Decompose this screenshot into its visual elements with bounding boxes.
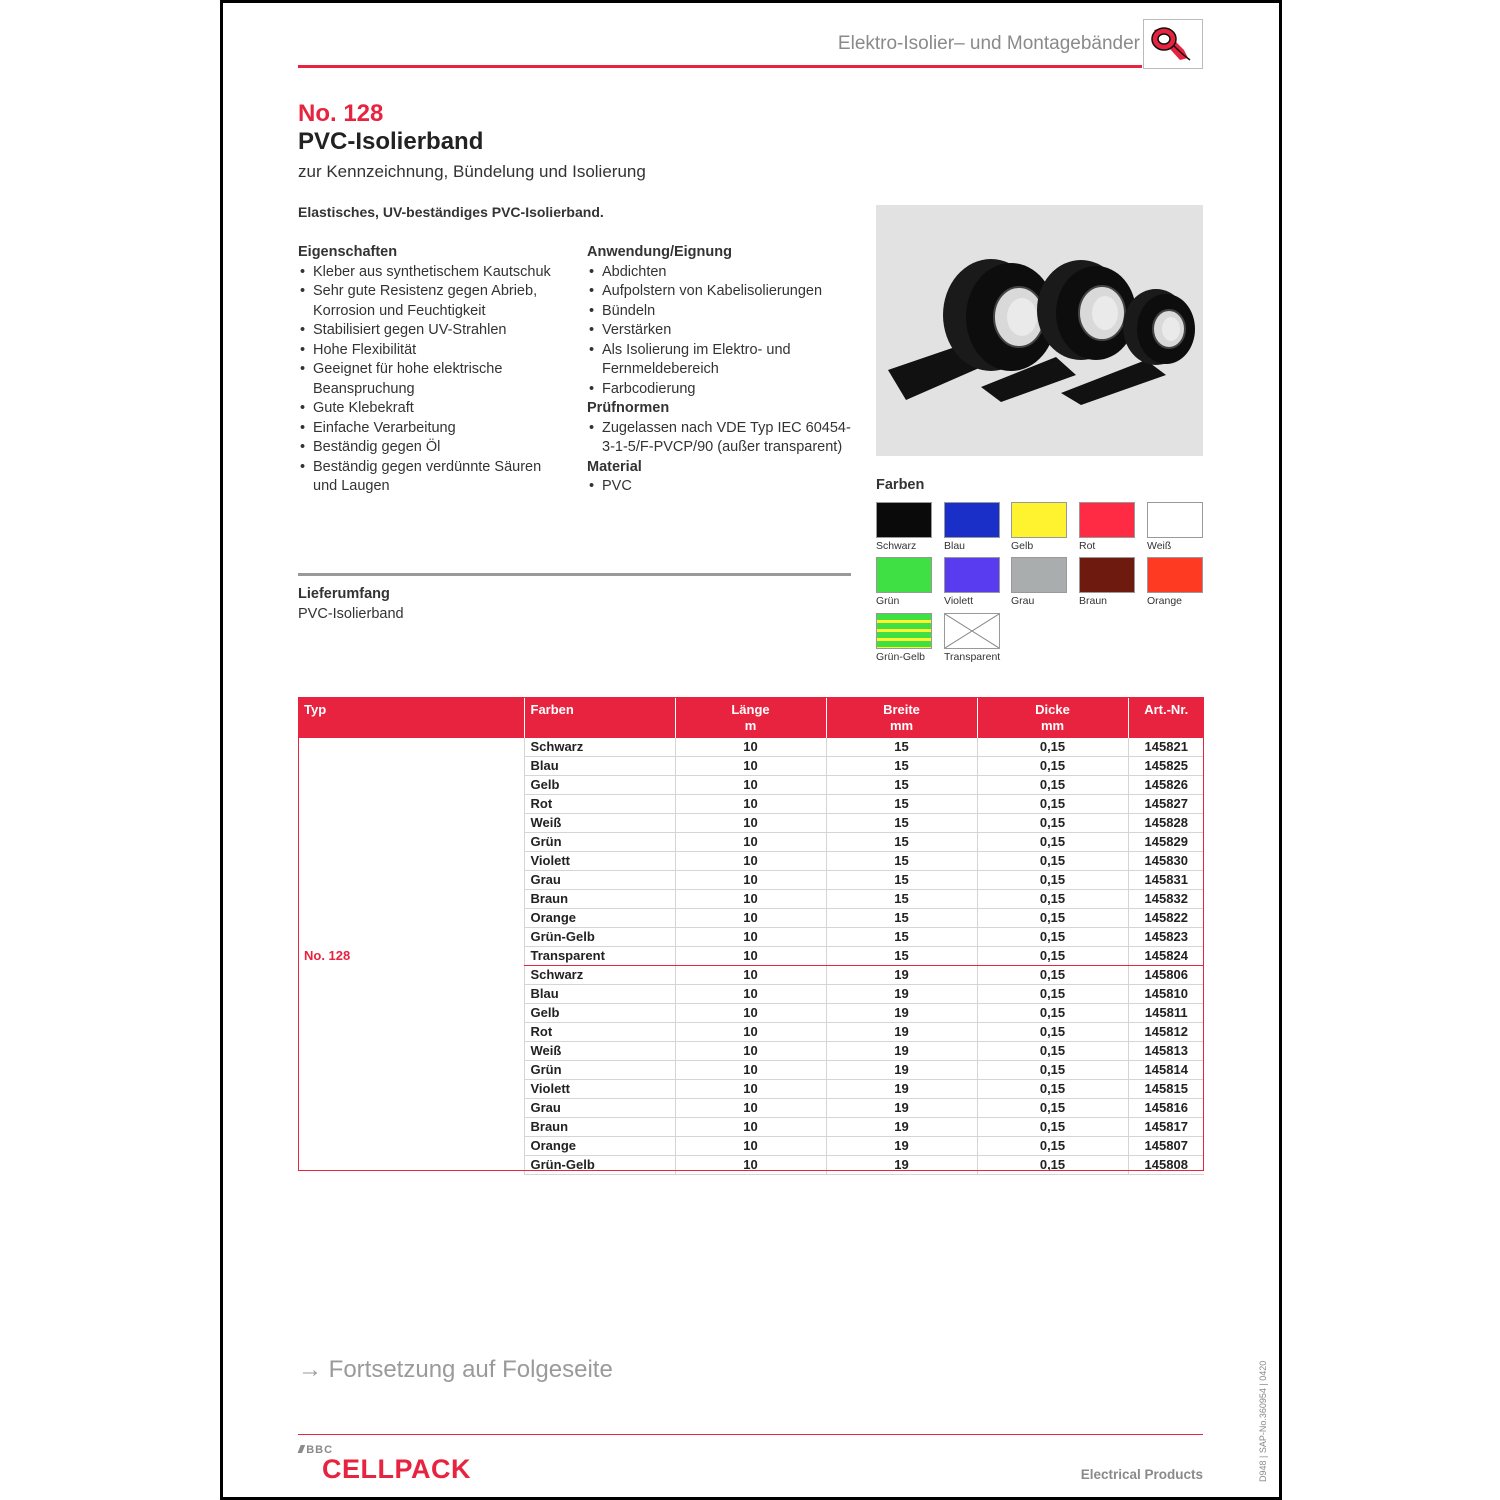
cell-farbe: Braun [524, 1118, 675, 1137]
cell-artnr: 145815 [1128, 1080, 1204, 1099]
pruefnormen-title: Prüfnormen [587, 400, 670, 416]
swatch-box [944, 502, 1000, 538]
cell-laenge: 10 [675, 985, 826, 1004]
list-item: • Kleber aus synthetischem Kautschuk [298, 263, 568, 283]
electrical-products: Electrical Products [1080, 1467, 1203, 1482]
eigenschaften-list [298, 263, 568, 497]
material-list [587, 477, 857, 497]
cell-dicke: 0,15 [977, 1099, 1128, 1118]
swatch-box [1147, 502, 1203, 538]
cell-dicke: 0,15 [977, 890, 1128, 909]
cell-dicke: 0,15 [977, 833, 1128, 852]
cell-farbe: Gelb [524, 776, 675, 795]
swatch-blau [944, 502, 1004, 552]
swatch-transparent [944, 613, 1004, 663]
footer-rule [298, 1434, 1203, 1435]
cell-farbe: Grün [524, 1061, 675, 1080]
swatch-rot [1079, 502, 1139, 552]
list-item: • Bündeln [587, 302, 857, 322]
cell-breite: 19 [826, 985, 977, 1004]
swatch-weiss [1147, 502, 1207, 552]
cell-farbe: Schwarz [524, 966, 675, 985]
cell-breite: 15 [826, 890, 977, 909]
list-item: • Einfache Verarbeitung [298, 419, 568, 439]
swatch-box [1079, 557, 1135, 593]
swatch-label: Violett [944, 595, 973, 607]
pruefnormen-list [587, 419, 857, 458]
list-item: • Farbcodierung [587, 380, 857, 400]
list-item: • Abdichten [587, 263, 857, 283]
swatch-label: Orange [1147, 595, 1183, 607]
product-subtitle: zur Kennzeichnung, Bündelung und Isolierung [298, 162, 646, 181]
cell-farbe: Blau [524, 985, 675, 1004]
cell-breite: 19 [826, 1042, 977, 1061]
cell-breite: 19 [826, 966, 977, 985]
cell-artnr: 145816 [1128, 1099, 1204, 1118]
cell-artnr: 145807 [1128, 1137, 1204, 1156]
header-laenge [675, 697, 826, 738]
swatch-grau [1011, 557, 1071, 607]
cell-artnr: 145825 [1128, 757, 1204, 776]
cell-laenge: 10 [675, 1156, 826, 1175]
cell-laenge: 10 [675, 1023, 826, 1042]
table-header-row [298, 697, 1204, 738]
tape-roll-icon [1143, 19, 1203, 69]
swatch-gruen-gelb [876, 613, 936, 663]
cell-breite: 15 [826, 738, 977, 757]
cell-dicke: 0,15 [977, 1023, 1128, 1042]
cell-dicke: 0,15 [977, 1118, 1128, 1137]
header-farben: Farben [524, 697, 675, 738]
swatch-box [1079, 502, 1135, 538]
swatch-label: Braun [1079, 595, 1108, 607]
cell-laenge: 10 [675, 738, 826, 757]
cell-artnr: 145828 [1128, 814, 1204, 833]
cell-artnr: 145822 [1128, 909, 1204, 928]
cell-artnr: 145830 [1128, 852, 1204, 871]
cell-dicke: 0,15 [977, 1156, 1128, 1175]
brand-small-text: BBC [306, 1444, 334, 1456]
cell-dicke: 0,15 [977, 909, 1128, 928]
section-title: Elektro-Isolier– und Montagebänder [837, 33, 1140, 54]
cell-laenge: 10 [675, 890, 826, 909]
header-laenge-label: Länge [731, 702, 770, 717]
swatch-gruen [876, 557, 936, 607]
swatch-gelb [1011, 502, 1071, 552]
cell-farbe: Violett [524, 852, 675, 871]
list-item: • Geeignet für hohe elektrische Beanspruchung [298, 360, 568, 399]
cell-breite: 15 [826, 871, 977, 890]
cell-breite: 19 [826, 1061, 977, 1080]
cell-laenge: 10 [675, 852, 826, 871]
cell-dicke: 0,15 [977, 1137, 1128, 1156]
cell-artnr: 145824 [1128, 947, 1204, 966]
header-dicke-label: Dicke [1035, 702, 1070, 717]
cell-laenge: 10 [675, 1004, 826, 1023]
cell-breite: 15 [826, 909, 977, 928]
cell-farbe: Grün-Gelb [524, 1156, 675, 1175]
cell-laenge: 10 [675, 776, 826, 795]
header-laenge-unit: m [744, 718, 757, 733]
cell-farbe: Weiß [524, 814, 675, 833]
cell-artnr: 145829 [1128, 833, 1204, 852]
cell-artnr: 145823 [1128, 928, 1204, 947]
anwendung-section [587, 243, 857, 497]
cell-breite: 15 [826, 928, 977, 947]
cell-laenge: 10 [675, 757, 826, 776]
list-item: • PVC [587, 477, 857, 497]
cell-dicke: 0,15 [977, 1080, 1128, 1099]
header-dicke [977, 697, 1128, 738]
cell-dicke: 0,15 [977, 814, 1128, 833]
cell-breite: 19 [826, 1004, 977, 1023]
cell-farbe: Blau [524, 757, 675, 776]
swatch-violett [944, 557, 1004, 607]
cell-dicke: 0,15 [977, 795, 1128, 814]
cell-laenge: 10 [675, 795, 826, 814]
list-item: • Stabilisiert gegen UV-Strahlen [298, 321, 568, 341]
cell-breite: 15 [826, 947, 977, 966]
cell-dicke: 0,15 [977, 1004, 1128, 1023]
swatch-label: Weiß [1147, 540, 1172, 552]
list-item: • Aufpolstern von Kabelisolierungen [587, 282, 857, 302]
header-rule [298, 65, 1142, 68]
cell-artnr: 145814 [1128, 1061, 1204, 1080]
cell-breite: 19 [826, 1137, 977, 1156]
swatch-box [876, 613, 932, 649]
cell-laenge: 10 [675, 928, 826, 947]
cell-artnr: 145813 [1128, 1042, 1204, 1061]
anwendung-title: Anwendung/Eignung [587, 244, 732, 260]
cell-artnr: 145831 [1128, 871, 1204, 890]
cell-artnr: 145817 [1128, 1118, 1204, 1137]
list-item: • Als Isolierung im Elektro- und Fernmeldebereich [587, 341, 857, 380]
product-title: PVC-Isolierband [298, 128, 484, 155]
swatch-label: Grau [1011, 595, 1035, 607]
material-title: Material [587, 458, 642, 475]
header-breite-label: Breite [883, 702, 920, 717]
list-item: • Verstärken [587, 321, 857, 341]
cell-laenge: 10 [675, 814, 826, 833]
swatch-label: Grün [876, 595, 900, 607]
cell-breite: 15 [826, 833, 977, 852]
cell-breite: 15 [826, 795, 977, 814]
lieferumfang-title: Lieferumfang [298, 586, 390, 602]
side-code: D948 | SAP-No.360954 | 0420 [1258, 1360, 1268, 1482]
cell-typ: No. 128 [304, 948, 351, 964]
farben-title: Farben [876, 477, 925, 493]
cell-breite: 19 [826, 1023, 977, 1042]
cell-dicke: 0,15 [977, 1061, 1128, 1080]
cell-dicke: 0,15 [977, 985, 1128, 1004]
product-intro: Elastisches, UV-beständiges PVC-Isolierband. [298, 204, 604, 220]
list-item: • Gute Klebekraft [298, 399, 568, 419]
list-item: • Sehr gute Resistenz gegen Abrieb, Korrosion und Feuchtigkeit [298, 282, 568, 321]
cell-laenge: 10 [675, 1137, 826, 1156]
cell-breite: 19 [826, 1156, 977, 1175]
cell-artnr: 145832 [1128, 890, 1204, 909]
cell-farbe: Transparent [524, 947, 675, 966]
cell-laenge: 10 [675, 1061, 826, 1080]
cell-dicke: 0,15 [977, 852, 1128, 871]
cell-laenge: 10 [675, 1099, 826, 1118]
cell-artnr: 145812 [1128, 1023, 1204, 1042]
cell-farbe: Orange [524, 909, 675, 928]
list-item: • Beständig gegen Öl [298, 438, 568, 458]
cell-laenge: 10 [675, 1080, 826, 1099]
anwendung-list [587, 263, 857, 400]
eigenschaften-title: Eigenschaften [298, 244, 398, 260]
cell-artnr: 145827 [1128, 795, 1204, 814]
swatch-label: Transparent [944, 651, 1001, 663]
list-item: • Hohe Flexibilität [298, 341, 568, 361]
cell-farbe: Rot [524, 1023, 675, 1042]
swatch-label: Schwarz [876, 540, 917, 552]
header-breite-unit: mm [889, 718, 914, 733]
cell-farbe: Rot [524, 795, 675, 814]
cell-artnr: 145821 [1128, 738, 1204, 757]
table-row [298, 738, 1204, 757]
cell-farbe: Violett [524, 1080, 675, 1099]
cell-dicke: 0,15 [977, 757, 1128, 776]
swatch-box [876, 557, 932, 593]
cell-dicke: 0,15 [977, 1042, 1128, 1061]
header-artnr: Art.-Nr. [1128, 697, 1204, 738]
cell-farbe: Grau [524, 871, 675, 890]
continuation-note: → Fortsetzung auf Folgeseite [298, 1356, 613, 1383]
list-item: • Beständig gegen verdünnte Säuren und Laugen [298, 458, 568, 497]
header-typ: Typ [298, 697, 524, 738]
header-dicke-unit: mm [1040, 718, 1065, 733]
cell-breite: 15 [826, 757, 977, 776]
brand-logo: CELLPACK [322, 1454, 471, 1484]
lieferumfang-text: PVC-Isolierband [298, 606, 404, 622]
cell-laenge: 10 [675, 909, 826, 928]
swatch-orange [1147, 557, 1207, 607]
swatch-box [1011, 502, 1067, 538]
brand-slashes-icon: //// [298, 1444, 303, 1456]
swatch-box [944, 557, 1000, 593]
cell-farbe: Orange [524, 1137, 675, 1156]
divider [298, 573, 851, 576]
cell-farbe: Grau [524, 1099, 675, 1118]
cell-dicke: 0,15 [977, 738, 1128, 757]
cell-artnr: 145810 [1128, 985, 1204, 1004]
cell-artnr: 145826 [1128, 776, 1204, 795]
cell-laenge: 10 [675, 1118, 826, 1137]
cell-breite: 15 [826, 852, 977, 871]
swatch-schwarz [876, 502, 936, 552]
product-number: No. 128 [298, 100, 384, 127]
cell-dicke: 0,15 [977, 947, 1128, 966]
swatch-label: Gelb [1011, 540, 1034, 552]
cell-breite: 15 [826, 776, 977, 795]
cell-breite: 19 [826, 1099, 977, 1118]
cell-dicke: 0,15 [977, 928, 1128, 947]
swatch-label: Rot [1079, 540, 1096, 552]
eigenschaften-section [298, 243, 568, 497]
cell-dicke: 0,15 [977, 776, 1128, 795]
cell-farbe: Schwarz [524, 738, 675, 757]
cell-breite: 19 [826, 1080, 977, 1099]
cell-laenge: 10 [675, 871, 826, 890]
cell-artnr: 145808 [1128, 1156, 1204, 1175]
cell-farbe: Grün [524, 833, 675, 852]
header-breite [826, 697, 977, 738]
cell-artnr: 145806 [1128, 966, 1204, 985]
product-table [298, 697, 1204, 1175]
swatch-label: Grün-Gelb [876, 651, 926, 663]
cell-dicke: 0,15 [977, 871, 1128, 890]
cell-laenge: 10 [675, 966, 826, 985]
swatch-label: Blau [944, 540, 966, 552]
swatch-box [944, 613, 1000, 649]
swatch-box [876, 502, 932, 538]
list-item: • Zugelassen nach VDE Typ IEC 60454-3-1-5/F-PVCP/90 (außer transparent) [587, 419, 857, 458]
cell-farbe: Grün-Gelb [524, 928, 675, 947]
cell-breite: 19 [826, 1118, 977, 1137]
cell-dicke: 0,15 [977, 966, 1128, 985]
cell-laenge: 10 [675, 947, 826, 966]
cell-farbe: Braun [524, 890, 675, 909]
cell-breite: 15 [826, 814, 977, 833]
cell-laenge: 10 [675, 833, 826, 852]
cell-laenge: 10 [675, 1042, 826, 1061]
cell-farbe: Weiß [524, 1042, 675, 1061]
cell-artnr: 145811 [1128, 1004, 1204, 1023]
cell-farbe: Gelb [524, 1004, 675, 1023]
product-photo [876, 205, 1203, 456]
swatch-braun [1079, 557, 1139, 607]
swatch-box [1147, 557, 1203, 593]
swatch-box [1011, 557, 1067, 593]
